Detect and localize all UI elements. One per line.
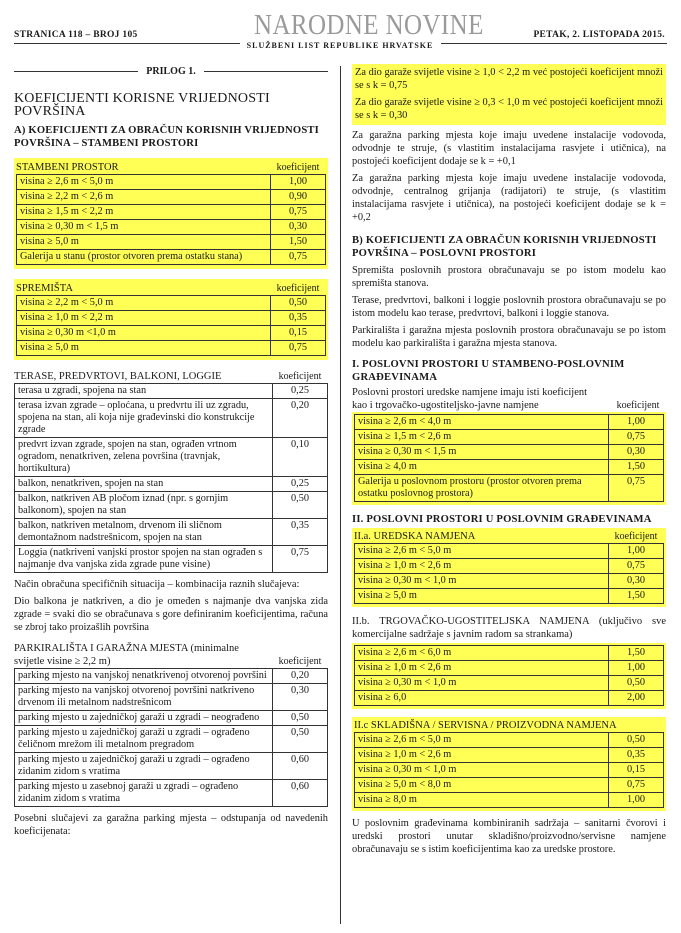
table-row (15, 384, 328, 399)
row-value: 1,00 (609, 661, 664, 676)
row-label: visina ≥ 0,30 m < 1,5 m (17, 220, 271, 235)
table-row (15, 726, 328, 753)
row-value: 1,50 (609, 460, 664, 475)
t2-table (354, 543, 664, 604)
row-label: visina ≥ 2,2 m < 5,0 m (17, 296, 271, 311)
row-value: 0,25 (273, 477, 328, 492)
row-value: 0,50 (273, 492, 328, 519)
table-row (15, 519, 328, 546)
row-value: 0,75 (271, 205, 326, 220)
paragraph: Parkirališta i garažna mjesta poslovnih prostora obračunavaju se po istom modelu kao parkirališta i garažna mjesta stanova. (352, 325, 666, 349)
row-label: parking mjesto na vanjskoj nenatkrivenoj otvorenoj površini (15, 669, 273, 684)
parking-title: PARKIRALIŠTA I GARAŽNA MJESTA (minimalne svijetle visine ≥ 2,2 m) (14, 643, 239, 667)
row-label: visina ≥ 5,0 m (17, 341, 271, 356)
row-value: 0,30 (273, 684, 328, 711)
row-value: 0,20 (273, 399, 328, 438)
row-label: parking mjesto u zajedničkoj garaži u zgradi – ograđeno čeličnom mrežom ili metalnom pregradom (15, 726, 273, 753)
row-label: visina ≥ 2,6 m < 6,0 m (355, 646, 609, 661)
paragraph: Za dio garaže svijetle visine ≥ 1,0 < 2,2 m već postojeći koeficijent množi se s k = 0,75 (355, 67, 663, 91)
table-row (355, 589, 664, 604)
paragraph: Posebni slučajevi za garažna parking mjesta – odstupanja od navedenih koeficijenata: (14, 813, 328, 837)
t3-table (354, 645, 664, 706)
row-value: 0,60 (273, 780, 328, 807)
table-row (355, 661, 664, 676)
table-row (17, 296, 326, 311)
table-row (355, 460, 664, 475)
parking-table (14, 668, 328, 807)
row-value: 0,75 (609, 559, 664, 574)
paragraph: Za garažna parking mjesta koje imaju uvedene instalacije vodovoda, odvodnje te struje, (s vlastitim instalacijama rasvjete i utičnica), na postojeći koeficijent dodaje se k = +0,1 (352, 130, 666, 167)
row-value: 1,50 (271, 235, 326, 250)
table-row (355, 475, 664, 502)
table-row (355, 544, 664, 559)
row-label: visina ≥ 1,0 m < 2,6 m (355, 661, 609, 676)
row-value: 0,15 (609, 763, 664, 778)
table-row (15, 669, 328, 684)
row-value: 0,60 (273, 753, 328, 780)
row-label: visina ≥ 6,0 (355, 691, 609, 706)
row-value: 0,90 (271, 190, 326, 205)
right-column (352, 64, 666, 860)
row-label: visina ≥ 2,6 m < 5,0 m (355, 733, 609, 748)
row-label: visina ≥ 0,30 m < 1,0 m (355, 676, 609, 691)
row-value: 0,35 (273, 519, 328, 546)
section-1-heading: I. POSLOVNI PROSTORI U STAMBENO-POSLOVNIM GRAĐEVINAMA (352, 359, 625, 383)
row-label: parking mjesto na vanjskoj otvorenoj površini natkriveno drvenom ili metalnom nadstrešnicom (15, 684, 273, 711)
table-row (15, 438, 328, 477)
row-label: visina ≥ 8,0 m (355, 793, 609, 808)
table-row (355, 445, 664, 460)
row-label: visina ≥ 4,0 m (355, 460, 609, 475)
table-row (355, 733, 664, 748)
row-value: 0,15 (271, 326, 326, 341)
prilog-heading: PRILOG 1. (14, 64, 328, 78)
row-label: visina ≥ 1,0 m < 2,2 m (17, 311, 271, 326)
t1-table (354, 414, 664, 502)
row-label: visina ≥ 0,30 m <1,0 m (17, 326, 271, 341)
row-label: parking mjesto u zajedničkoj garaži u zgradi – ograđeno zidanim zidom s vratima (15, 753, 273, 780)
row-value: 0,75 (273, 546, 328, 573)
t1-block (352, 386, 666, 505)
row-value: 0,35 (271, 311, 326, 326)
row-label: visina ≥ 2,6 m < 5,0 m (355, 544, 609, 559)
spremista-block (14, 279, 328, 360)
row-label: Galerija u stanu (prostor otvoren prema ostatku stana) (17, 250, 271, 265)
t2-title: II.a. UREDSKA NAMJENA (354, 531, 476, 542)
row-value: 0,30 (609, 445, 664, 460)
issue-date: PETAK, 2. LISTOPADA 2015. (533, 30, 665, 40)
stambeni-title: STAMBENI PROSTOR (16, 162, 119, 173)
paragraph: Spremišta poslovnih prostora obračunavaju se po istom modelu kao spremišta stanova. (352, 265, 666, 289)
table-row (17, 326, 326, 341)
table-row (17, 235, 326, 250)
coef-header: koeficijent (278, 371, 322, 382)
row-label: parking mjesto u zasebnoj garaži u zgradi – ograđeno zidanim zidom s vratima (15, 780, 273, 807)
row-label: visina ≥ 2,2 m < 2,6 m (17, 190, 271, 205)
row-value: 0,75 (609, 475, 664, 502)
terase-block (14, 370, 328, 573)
t2-block (352, 528, 666, 607)
row-value: 0,30 (271, 220, 326, 235)
page-number: STRANICA 118 – BROJ 105 (14, 30, 138, 40)
row-label: visina ≥ 2,6 m < 5,0 m (17, 175, 271, 190)
row-value: 0,75 (609, 778, 664, 793)
row-label: terasa izvan zgrade – oploćana, u predvrtu ili uz zgradu, spojena na stan, ali koja nije građevinski dio konstrukcije zgrade (15, 399, 273, 438)
table-row (15, 780, 328, 807)
coef-header: koeficijent (614, 531, 658, 542)
header-rule-right (441, 43, 667, 44)
row-label: visina ≥ 5,0 m < 8,0 m (355, 778, 609, 793)
newspaper-subtitle: SLUŽBENI LIST REPUBLIKE HRVATSKE (246, 41, 434, 50)
row-label: visina ≥ 0,30 m < 1,0 m (355, 763, 609, 778)
table-row (15, 684, 328, 711)
row-label: visina ≥ 1,5 m < 2,6 m (355, 430, 609, 445)
table-row (15, 546, 328, 573)
t1-intro: Poslovni prostori uredske namjene imaju isti koeficijent kao i trgovačko-ugostiteljsko-javne namjene (352, 387, 588, 411)
table-row (355, 778, 664, 793)
spremista-table (16, 295, 326, 356)
t4-table (354, 732, 664, 808)
terase-title: TERASE, PREDVRTOVI, BALKONI, LOGGIE (14, 371, 222, 382)
main-title: KOEFICIJENTI KORISNE VRIJEDNOSTI POVRŠINA (14, 91, 270, 119)
row-value: 0,50 (609, 676, 664, 691)
row-value: 0,25 (273, 384, 328, 399)
table-row (17, 311, 326, 326)
coef-header: koeficijent (278, 656, 322, 667)
row-value: 0,75 (609, 430, 664, 445)
paragraph: Za garažna parking mjesta koje imaju uvedene instalacije vodovoda, odvodnje, centralnog grijanja (radijatori) te struje, (s vlastitim instalacijama rasvjete i utičnica), na postojeći koeficijent dodaje se k = +0,2 (352, 173, 666, 223)
row-value: 0,75 (271, 341, 326, 356)
table-row (15, 492, 328, 519)
stambeni-table (16, 174, 326, 265)
row-label: visina ≥ 5,0 m (17, 235, 271, 250)
table-row (355, 574, 664, 589)
paragraph: U poslovnim građevinama kombiniranih sadržaja – sanitarni čvorovi i uredski prostori unutar skladišno/proizvodno/servisne namjene obračunavaju se s istim koeficijentima kao za uredske prostore. (352, 818, 666, 855)
table-row (355, 763, 664, 778)
paragraph: Dio balkona je natkriven, a dio je omeđen s najmanje dva vanjska zida zgrade = svaki dio se obračunava s gore definiranim koeficijentima, računa se zbroj tako proizašlih površina (14, 596, 328, 633)
row-value: 0,50 (273, 726, 328, 753)
t4-block (352, 717, 666, 811)
table-row (355, 676, 664, 691)
row-value: 0,75 (271, 250, 326, 265)
row-value: 1,00 (271, 175, 326, 190)
table-row (17, 341, 326, 356)
row-label: visina ≥ 0,30 m < 1,5 m (355, 445, 609, 460)
row-label: predvrt izvan zgrade, spojen na stan, ograđen vrtnom ogradom, nenatkriven, zelena površina (travnjak, hortikultura) (15, 438, 273, 477)
left-column (14, 64, 328, 842)
table-row (17, 175, 326, 190)
row-label: visina ≥ 5,0 m (355, 589, 609, 604)
row-label: visina ≥ 1,0 m < 2,6 m (355, 559, 609, 574)
row-label: terasa u zgradi, spojena na stan (15, 384, 273, 399)
table-row (17, 250, 326, 265)
table-row (355, 430, 664, 445)
row-value: 0,50 (273, 711, 328, 726)
table-row (355, 415, 664, 430)
row-label: visina ≥ 1,5 m < 2,2 m (17, 205, 271, 220)
row-label: visina ≥ 0,30 m < 1,0 m (355, 574, 609, 589)
row-value: 0,30 (609, 574, 664, 589)
row-value: 0,35 (609, 748, 664, 763)
table-row (17, 220, 326, 235)
stambeni-block (14, 158, 328, 269)
row-label: parking mjesto u zajedničkoj garaži u zgradi – neograđeno (15, 711, 273, 726)
highlight-block (352, 64, 666, 125)
table-row (355, 559, 664, 574)
row-label: visina ≥ 1,0 m < 2,6 m (355, 748, 609, 763)
parking-block (14, 642, 328, 807)
table-row (15, 753, 328, 780)
paragraph: Način obračuna specifičnih situacija – kombinacija raznih slučajeva: (14, 579, 300, 590)
row-value: 1,50 (609, 646, 664, 661)
row-label: visina ≥ 2,6 m < 4,0 m (355, 415, 609, 430)
table-row (355, 646, 664, 661)
table-row (355, 691, 664, 706)
row-value: 0,50 (609, 733, 664, 748)
row-value: 1,50 (609, 589, 664, 604)
row-label: Loggia (natkriveni vanjski prostor spojen na stan ograđen s najmanje dva vanjska zida zgrade pune visine) (15, 546, 273, 573)
t3-block (352, 615, 666, 709)
coef-header: koeficijent (276, 283, 320, 294)
row-value: 1,00 (609, 793, 664, 808)
row-value: 0,20 (273, 669, 328, 684)
row-value: 0,50 (271, 296, 326, 311)
row-label: balkon, nenatkriven, spojen na stan (15, 477, 273, 492)
terase-table (14, 383, 328, 573)
section-b-heading: B) KOEFICIJENTI ZA OBRAČUN KORISNIH VRIJEDNOSTI POVRŠINA – POSLOVNI PROSTORI (352, 235, 657, 259)
table-row (15, 477, 328, 492)
table-row (15, 399, 328, 438)
table-row (355, 748, 664, 763)
section-a-heading: A) KOEFICIJENTI ZA OBRAČUN KORISNIH VRIJEDNOSTI POVRŠINA – STAMBENI PROSTORI (14, 125, 320, 149)
newspaper-title: NARODNE NOVINE (254, 9, 484, 41)
t4-title: II.c SKLADIŠNA / SERVISNA / PROIZVODNA NAMJENA (354, 720, 617, 731)
paragraph: Za dio garaže svijetle visine ≥ 0,3 < 1,0 m već postojeći koeficijent množi se s k = 0,30 (355, 97, 663, 121)
paragraph: Terase, predvrtovi, balkoni i loggie poslovnih prostora obračunavaju se po istom modelu kao terase, predvrtovi, balkoni i loggie stanova. (352, 295, 666, 319)
row-value: 1,00 (609, 415, 664, 430)
row-label: balkon, natkriven AB pločom iznad (npr. s gornjim balkonom), spojen na stan (15, 492, 273, 519)
table-row (17, 190, 326, 205)
row-value: 2,00 (609, 691, 664, 706)
coef-header: koeficijent (276, 162, 320, 173)
table-row (17, 205, 326, 220)
spremista-title: SPREMIŠTA (16, 283, 73, 294)
column-divider (340, 66, 341, 924)
row-value: 1,00 (609, 544, 664, 559)
table-row (355, 793, 664, 808)
table-row (15, 711, 328, 726)
section-2-heading: II. POSLOVNI PROSTORI U POSLOVNIM GRAĐEVINAMA (352, 514, 652, 525)
row-label: balkon, natkriven metalnom, drvenom ili sličnom demontažnom nadstrešnicom, spojen na stan (15, 519, 273, 546)
row-value: 0,10 (273, 438, 328, 477)
masthead (240, 9, 484, 50)
row-label: Galerija u poslovnom prostoru (prostor otvoren prema ostatku poslovnog prostora) (355, 475, 609, 502)
header-rule-left (14, 43, 240, 44)
coef-header: koeficijent (616, 400, 660, 411)
t3-title: II.b. TRGOVAČKO-UGOSTITELJSKA NAMJENA (uključivo sve komercijalne sadržaje s javnim radom sa strankama) (352, 616, 666, 640)
